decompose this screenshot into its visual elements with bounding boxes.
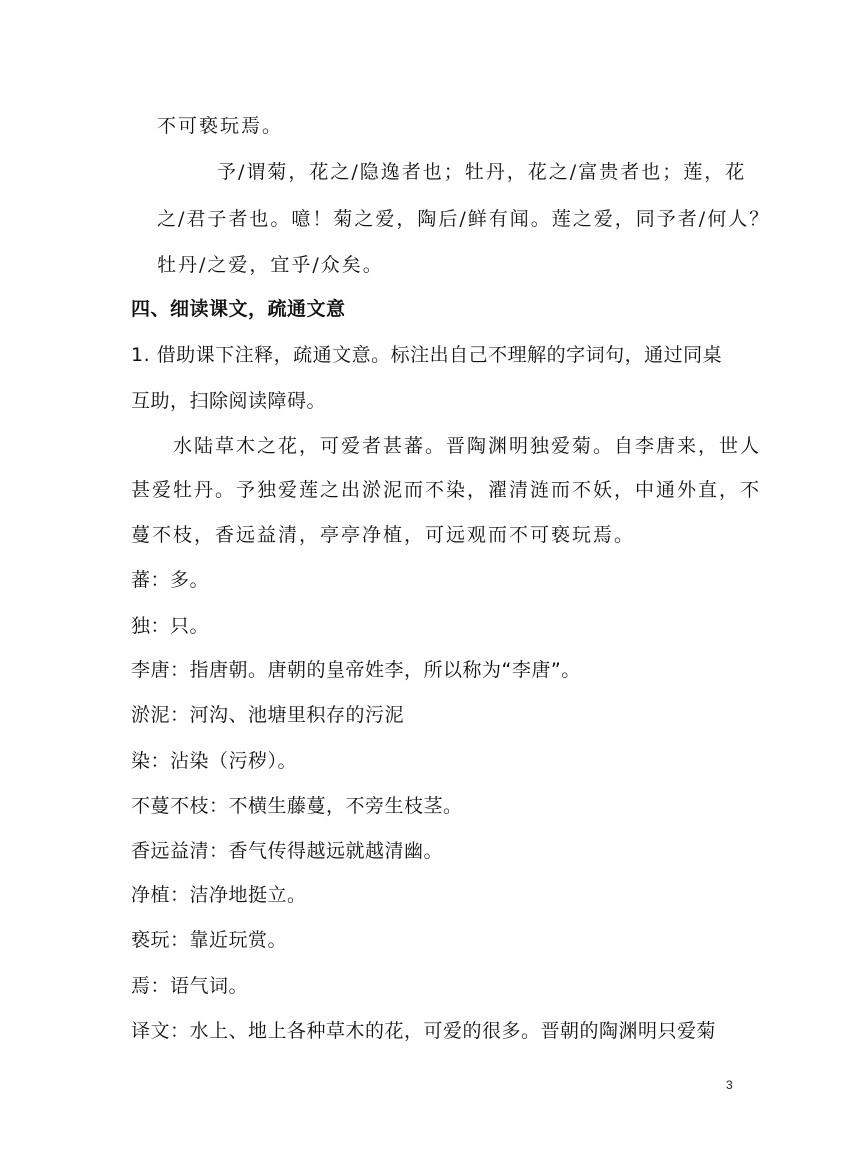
poem-line-2: 予/谓菊，花之/隐逸者也；牡丹，花之/富贵者也；莲，花 (217, 161, 747, 183)
poem-line-1: 不可亵玩焉。 (157, 115, 284, 137)
note-item: 李唐：指唐朝。唐朝的皇帝姓李，所以称为“李唐”。 (131, 659, 581, 681)
note-item: 蕃：多。 (131, 569, 210, 591)
note-item: 亵玩：靠近玩赏。 (131, 929, 288, 951)
task-line-2: 互助，扫除阅读障碍。 (131, 390, 327, 412)
poem-line-4: 牡丹/之爱，宜乎/众矣。 (157, 254, 384, 276)
poem-line-3: 之/君子者也。噫！菊之爱，陶后/鲜有闻。莲之爱，同予者/何人？ (157, 208, 771, 230)
passage-line-1: 水陆草木之花，可爱者甚蕃。晋陶渊明独爱菊。自李唐来，世人 (173, 435, 762, 457)
note-item: 独：只。 (131, 615, 210, 637)
note-item: 净植：洁净地挺立。 (131, 884, 307, 906)
note-item: 焉：语气词。 (131, 975, 249, 997)
note-item: 淤泥：河沟、池塘里积存的污泥 (131, 704, 405, 726)
page-number: 3 (726, 1078, 733, 1092)
translation-line: 译文：水上、地上各种草木的花，可爱的很多。晋朝的陶渊明只爱菊 (131, 1020, 717, 1042)
note-item: 不蔓不枝：不横生藤蔓，不旁生枝茎。 (131, 795, 463, 817)
task-line-1: 1. 借助课下注释，疏通文意。标注出自己不理解的字词句，通过同桌 (131, 344, 723, 366)
passage-line-3: 蔓不枝，香远益清，亭亭净植，可远观而不可亵玩焉。 (131, 524, 636, 546)
section-heading: 四、细读课文，疏通文意 (131, 298, 346, 320)
note-item: 香远益清：香气传得越远就越清幽。 (131, 840, 444, 862)
passage-line-2: 甚爱牡丹。予独爱莲之出淤泥而不染，濯清涟而不妖，中通外直，不 (131, 479, 762, 501)
note-item: 染：沾染（污秽）。 (131, 750, 298, 772)
